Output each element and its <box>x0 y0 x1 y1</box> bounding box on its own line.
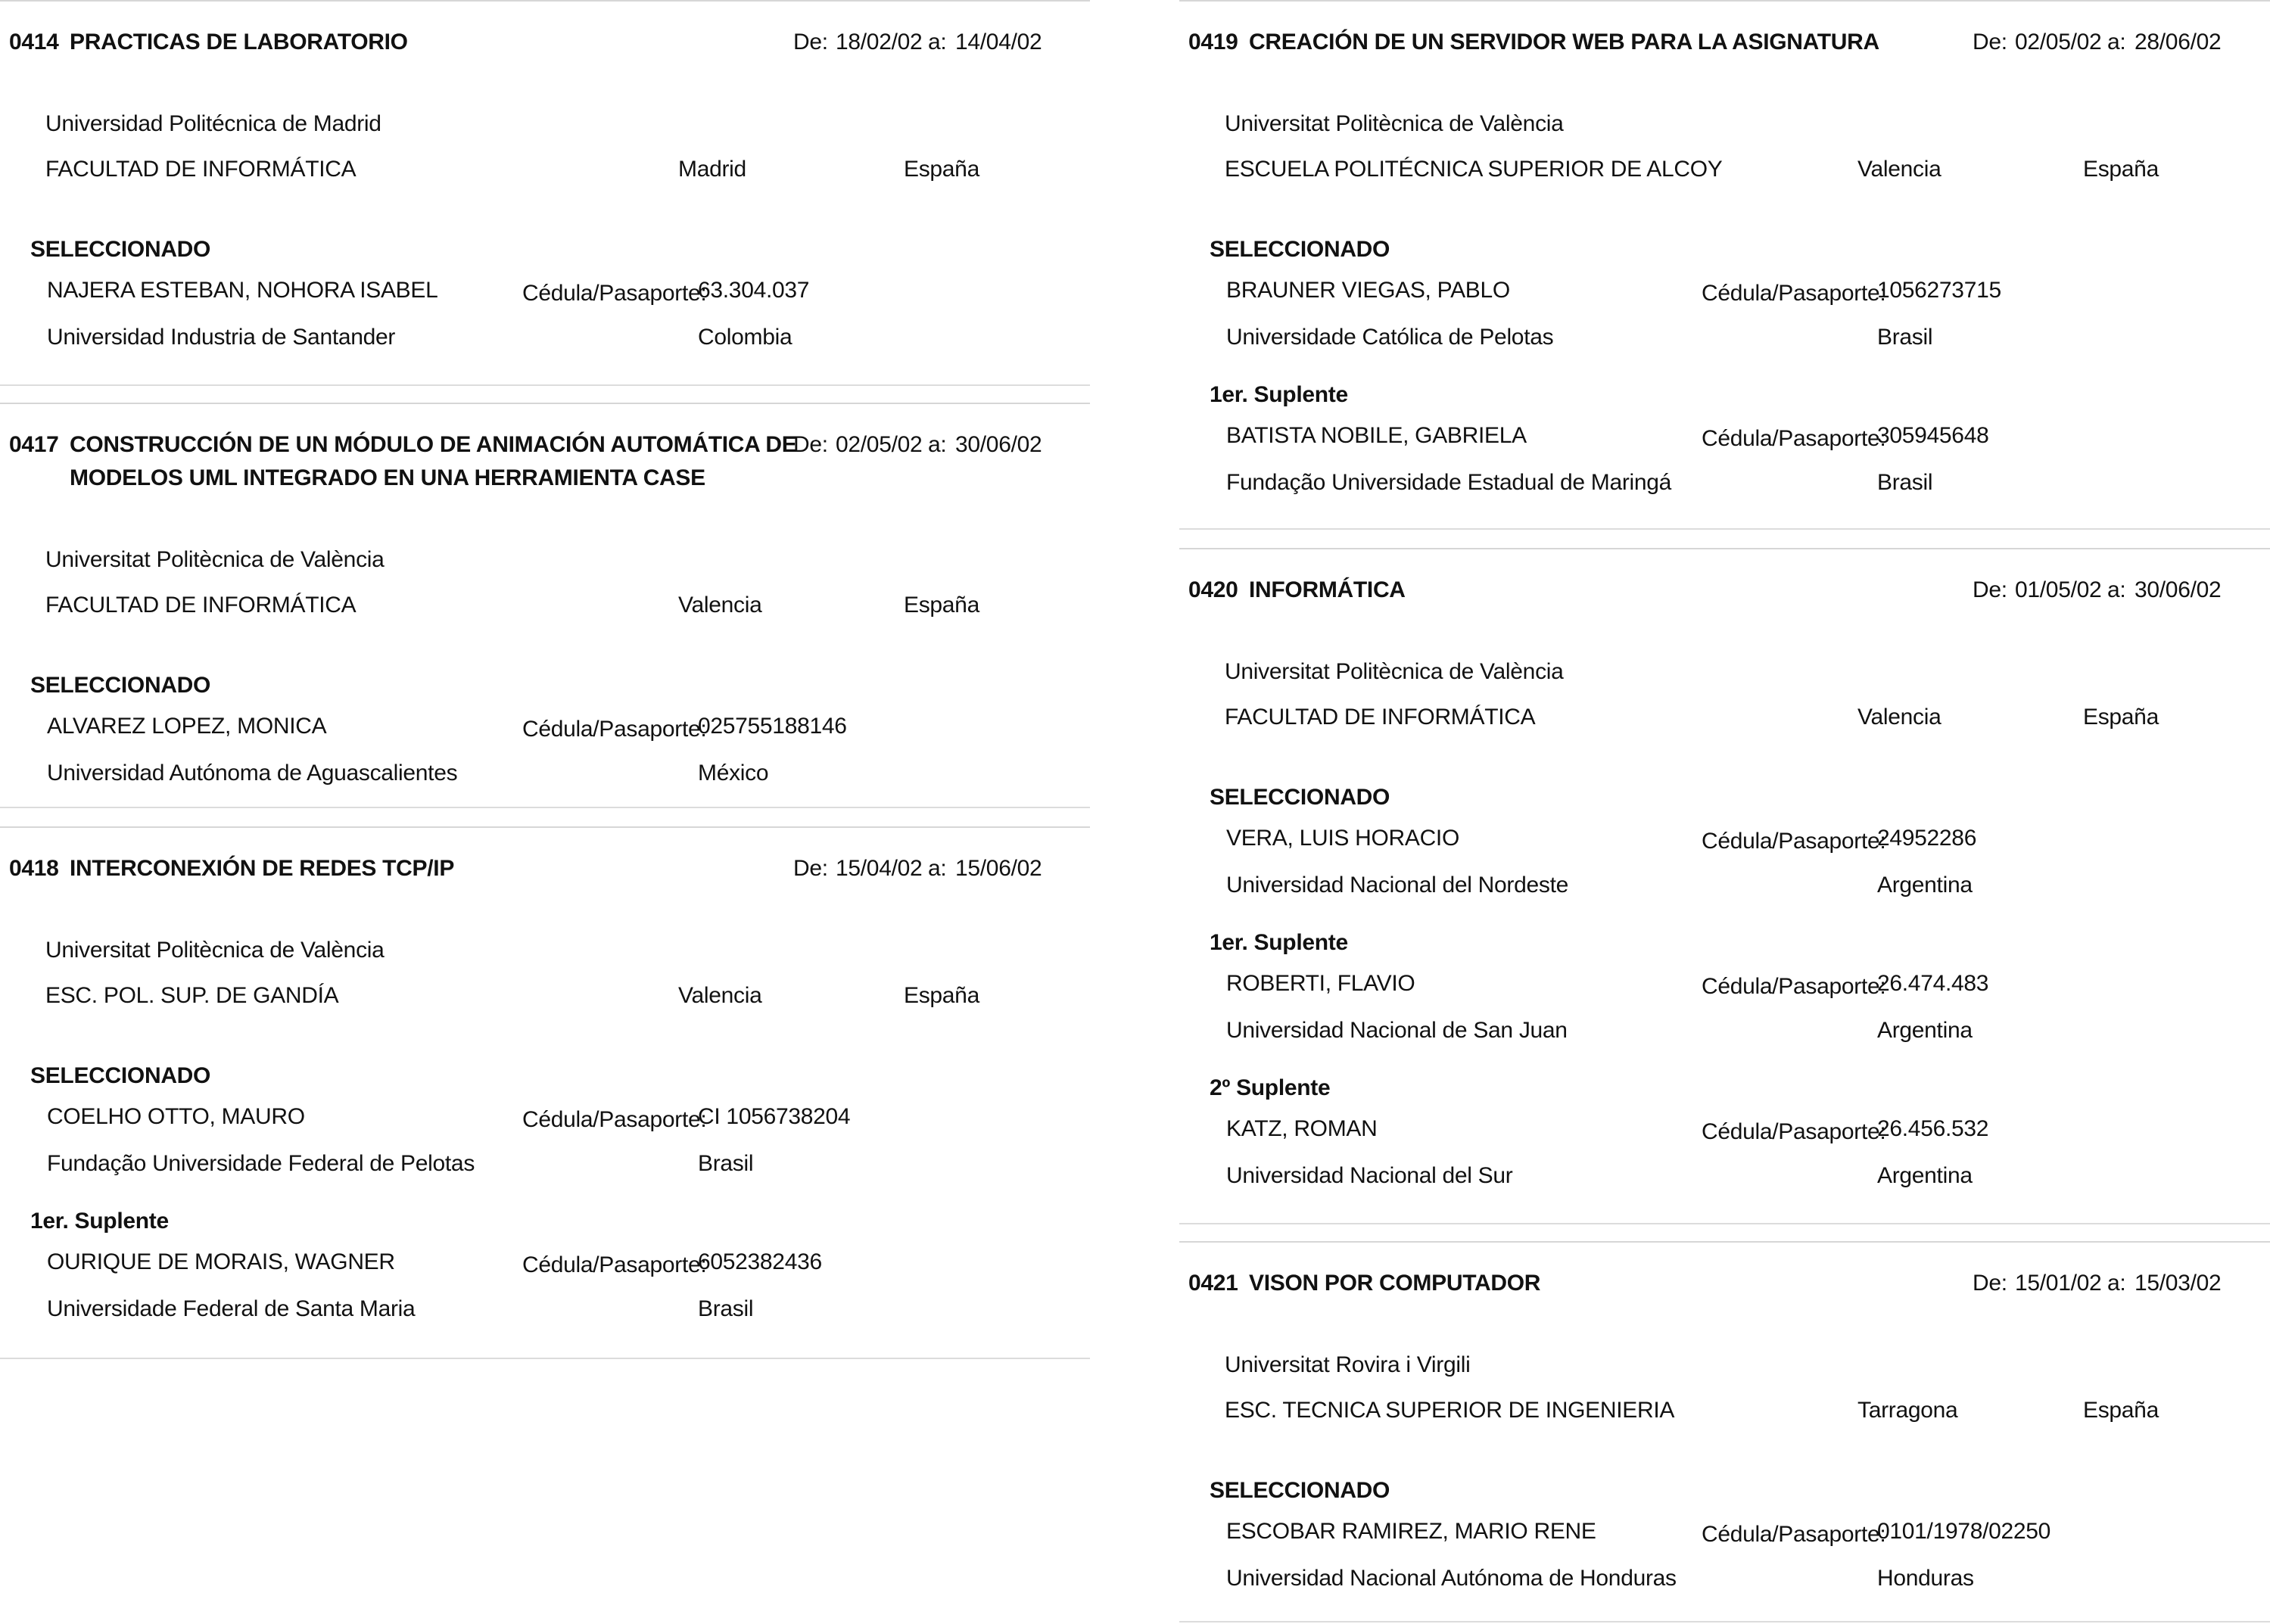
from-label: De: <box>1973 577 2007 602</box>
candidate-origin-country: Brasil <box>1877 325 1933 350</box>
candidate-origin: Universidad Industria de Santander <box>47 325 396 350</box>
candidate-origin-country: Brasil <box>698 1151 754 1176</box>
host-country: España <box>2083 1398 2159 1423</box>
host-country: España <box>904 157 979 182</box>
id-doc-label: Cédula/Pasaporte: <box>522 717 707 742</box>
project-title-line: PRACTICAS DE LABORATORIO <box>70 30 408 54</box>
host-faculty: FACULTAD DE INFORMÁTICA <box>45 593 357 618</box>
to-date: 15/03/02 <box>2135 1271 2222 1296</box>
from-date: 15/01/02 <box>2015 1271 2102 1296</box>
id-doc-value: CI 1056738204 <box>698 1104 851 1129</box>
candidate-origin-country: Argentina <box>1877 1018 1973 1043</box>
host-faculty: ESC. POL. SUP. DE GANDÍA <box>45 983 339 1008</box>
project-title-line: MODELOS UML INTEGRADO EN UNA HERRAMIENTA CASE <box>70 465 705 490</box>
host-university: Universitat Politècnica de València <box>45 938 385 963</box>
host-faculty: ESC. TECNICA SUPERIOR DE INGENIERIA <box>1225 1398 1675 1423</box>
id-doc-label: Cédula/Pasaporte: <box>1702 1119 1886 1144</box>
from-date: 01/05/02 <box>2015 577 2102 602</box>
host-faculty: FACULTAD DE INFORMÁTICA <box>45 157 357 182</box>
candidate-role: SELECCIONADO <box>30 673 211 698</box>
candidate-name: ALVAREZ LOPEZ, MONICA <box>47 714 327 739</box>
id-doc-label: Cédula/Pasaporte: <box>1702 426 1886 451</box>
id-doc-label: Cédula/Pasaporte: <box>522 1107 707 1132</box>
candidate-origin: Fundação Universidade Estadual de Maringá <box>1226 470 1672 495</box>
to-label: a: <box>928 432 947 457</box>
to-date: 14/04/02 <box>955 30 1042 54</box>
candidate-role: SELECCIONADO <box>30 1063 211 1088</box>
project-code: 0417 <box>9 432 59 457</box>
from-date: 15/04/02 <box>836 856 923 881</box>
candidate-origin-country: México <box>698 761 769 786</box>
candidate-origin-country: Colombia <box>698 325 792 350</box>
host-university: Universitat Politècnica de València <box>45 547 385 572</box>
candidate-origin: Universidad Nacional del Sur <box>1226 1163 1513 1188</box>
candidate-name: ESCOBAR RAMIREZ, MARIO RENE <box>1226 1519 1596 1544</box>
candidate-origin: Universidade Federal de Santa Maria <box>47 1296 416 1321</box>
candidate-role: 2º Suplente <box>1210 1075 1331 1100</box>
project-entry <box>1179 548 2270 1223</box>
id-doc-value: 6052382436 <box>698 1249 822 1274</box>
candidate-origin: Universidad Autónoma de Aguascalientes <box>47 761 458 786</box>
project-title-line: CREACIÓN DE UN SERVIDOR WEB PARA LA ASIGNATURA <box>1249 30 1879 54</box>
id-doc-label: Cédula/Pasaporte: <box>1702 974 1886 999</box>
project-title-line: INFORMÁTICA <box>1249 577 1406 602</box>
to-date: 28/06/02 <box>2135 30 2222 54</box>
id-doc-value: 0101/1978/02250 <box>1877 1519 2051 1544</box>
host-country: España <box>904 593 979 618</box>
candidate-origin-country: Argentina <box>1877 873 1973 898</box>
id-doc-label: Cédula/Pasaporte: <box>1702 1522 1886 1547</box>
host-country: España <box>2083 157 2159 182</box>
project-code: 0414 <box>9 30 59 54</box>
candidate-origin-country: Brasil <box>1877 470 1933 495</box>
candidate-origin-country: Honduras <box>1877 1566 1974 1591</box>
entry-separator <box>1179 1621 2270 1622</box>
host-country: España <box>2083 705 2159 730</box>
project-title-line: VISON POR COMPUTADOR <box>1249 1271 1541 1296</box>
candidate-role: SELECCIONADO <box>1210 785 1390 810</box>
project-entry <box>1179 1241 2270 1621</box>
from-label: De: <box>793 856 828 881</box>
to-label: a: <box>2107 577 2126 602</box>
candidate-name: COELHO OTTO, MAURO <box>47 1104 305 1129</box>
from-label: De: <box>793 432 828 457</box>
host-university: Universitat Politècnica de València <box>1225 659 1564 684</box>
candidate-name: OURIQUE DE MORAIS, WAGNER <box>47 1249 395 1274</box>
id-doc-value: 26.474.483 <box>1877 971 1989 996</box>
candidate-role: SELECCIONADO <box>1210 1478 1390 1503</box>
to-label: a: <box>2107 30 2126 54</box>
candidate-origin-country: Brasil <box>698 1296 754 1321</box>
id-doc-label: Cédula/Pasaporte: <box>522 1252 707 1277</box>
id-doc-label: Cédula/Pasaporte: <box>1702 829 1886 854</box>
candidate-origin-country: Argentina <box>1877 1163 1973 1188</box>
candidate-role: 1er. Suplente <box>30 1209 169 1234</box>
candidate-role: 1er. Suplente <box>1210 382 1348 407</box>
project-code: 0421 <box>1188 1271 1238 1296</box>
id-doc-value: 1056273715 <box>1877 278 2001 303</box>
host-university: Universitat Rovira i Virgili <box>1225 1352 1471 1377</box>
project-code: 0418 <box>9 856 59 881</box>
candidate-origin: Universidad Nacional Autónoma de Honduras <box>1226 1566 1677 1591</box>
host-city: Valencia <box>1857 705 1941 730</box>
host-city: Valencia <box>678 593 762 618</box>
from-label: De: <box>1973 30 2007 54</box>
to-label: a: <box>2107 1271 2126 1296</box>
host-faculty: ESCUELA POLITÉCNICA SUPERIOR DE ALCOY <box>1225 157 1723 182</box>
entry-separator <box>0 807 1090 808</box>
candidate-origin: Universidad Nacional de San Juan <box>1226 1018 1568 1043</box>
project-code: 0419 <box>1188 30 1238 54</box>
from-label: De: <box>793 30 828 54</box>
candidate-role: SELECCIONADO <box>30 237 211 262</box>
from-date: 02/05/02 <box>2015 30 2102 54</box>
candidate-name: KATZ, ROMAN <box>1226 1116 1378 1141</box>
project-entry <box>0 0 1090 384</box>
candidate-name: BRAUNER VIEGAS, PABLO <box>1226 278 1510 303</box>
id-doc-value: 305945648 <box>1877 423 1989 448</box>
host-city: Valencia <box>1857 157 1941 182</box>
project-title-line: CONSTRUCCIÓN DE UN MÓDULO DE ANIMACIÓN AUTOMÁTICA DE <box>70 432 797 457</box>
to-date: 30/06/02 <box>2135 577 2222 602</box>
to-label: a: <box>928 30 947 54</box>
candidate-name: NAJERA ESTEBAN, NOHORA ISABEL <box>47 278 438 303</box>
to-date: 15/06/02 <box>955 856 1042 881</box>
host-city: Madrid <box>678 157 746 182</box>
project-code: 0420 <box>1188 577 1238 602</box>
entry-separator <box>0 384 1090 386</box>
host-university: Universitat Politècnica de València <box>1225 111 1564 136</box>
from-date: 02/05/02 <box>836 432 923 457</box>
id-doc-value: 025755188146 <box>698 714 847 739</box>
to-label: a: <box>928 856 947 881</box>
entry-separator <box>1179 528 2270 530</box>
host-faculty: FACULTAD DE INFORMÁTICA <box>1225 705 1536 730</box>
candidate-role: 1er. Suplente <box>1210 930 1348 955</box>
host-city: Tarragona <box>1857 1398 1958 1423</box>
from-date: 18/02/02 <box>836 30 923 54</box>
to-date: 30/06/02 <box>955 432 1042 457</box>
project-entry <box>1179 0 2270 528</box>
id-doc-value: 26.456.532 <box>1877 1116 1989 1141</box>
candidate-name: ROBERTI, FLAVIO <box>1226 971 1415 996</box>
id-doc-label: Cédula/Pasaporte: <box>522 281 707 306</box>
candidate-name: BATISTA NOBILE, GABRIELA <box>1226 423 1527 448</box>
candidate-name: VERA, LUIS HORACIO <box>1226 826 1460 851</box>
id-doc-label: Cédula/Pasaporte: <box>1702 281 1886 306</box>
candidate-origin: Universidade Católica de Pelotas <box>1226 325 1554 350</box>
project-entry <box>0 403 1090 807</box>
project-title-line: INTERCONEXIÓN DE REDES TCP/IP <box>70 856 455 881</box>
id-doc-value: 63.304.037 <box>698 278 810 303</box>
entry-separator <box>1179 1223 2270 1224</box>
from-label: De: <box>1973 1271 2007 1296</box>
candidate-role: SELECCIONADO <box>1210 237 1390 262</box>
id-doc-value: 24952286 <box>1877 826 1977 851</box>
host-city: Valencia <box>678 983 762 1008</box>
candidate-origin: Fundação Universidade Federal de Pelotas <box>47 1151 475 1176</box>
entry-separator <box>0 1358 1090 1359</box>
project-entry <box>0 826 1090 1358</box>
candidate-origin: Universidad Nacional del Nordeste <box>1226 873 1569 898</box>
host-country: España <box>904 983 979 1008</box>
host-university: Universidad Politécnica de Madrid <box>45 111 381 136</box>
